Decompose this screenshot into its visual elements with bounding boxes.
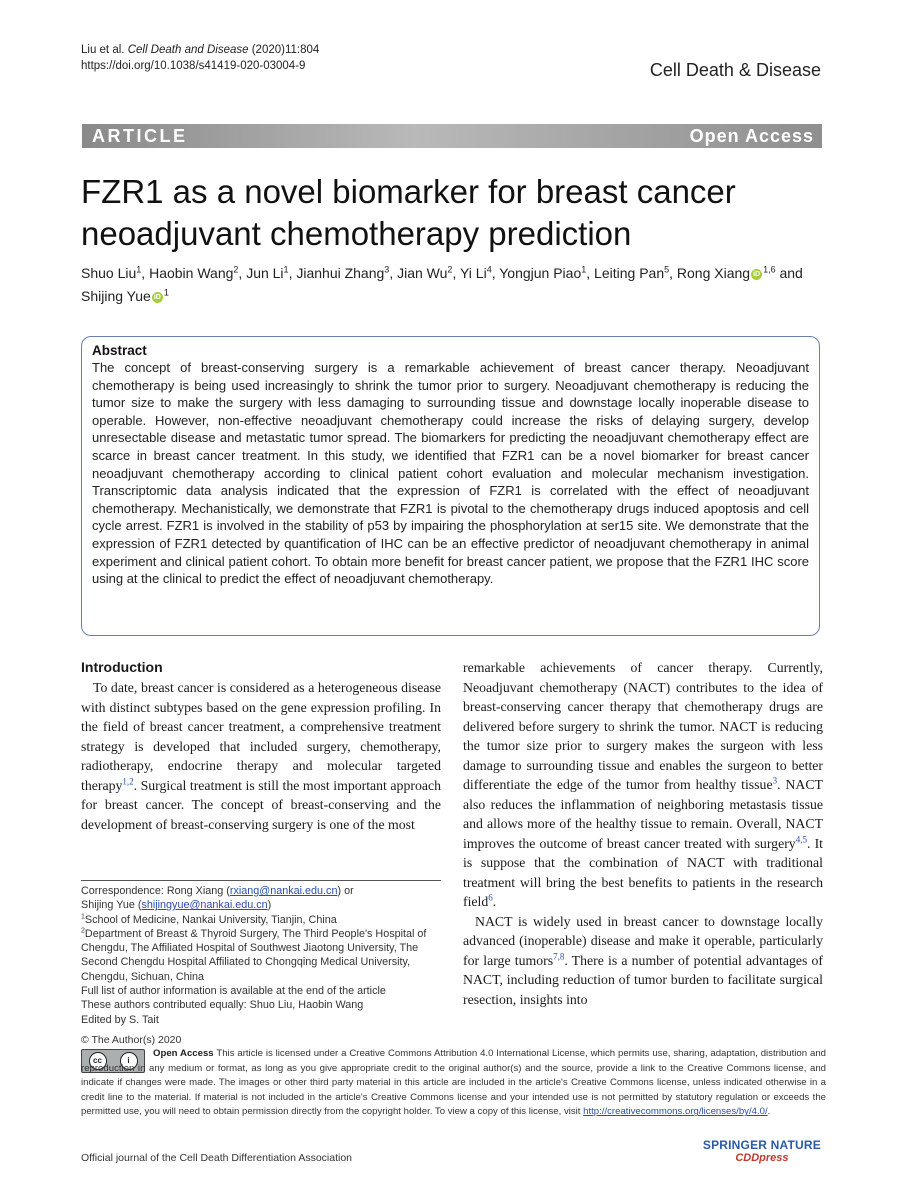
text-run: .: [492, 894, 497, 909]
author-name: [397, 265, 452, 281]
creative-commons-icon: cc: [89, 1052, 107, 1070]
author-name: [460, 265, 492, 281]
introduction-heading: Introduction: [81, 659, 163, 675]
author-short: Liu et al.: [81, 44, 125, 56]
author-name: [149, 265, 238, 281]
journal-name: Cell Death & Disease: [649, 60, 821, 80]
reference-link[interactable]: 1,2: [122, 775, 134, 786]
author-name-text: Jianhui Zhang: [296, 265, 385, 281]
author-name: [296, 265, 389, 281]
text-run: .: [767, 1106, 771, 1118]
text-run: ) or: [337, 885, 354, 897]
affiliation-1: [81, 913, 443, 927]
abstract-heading: Abstract: [92, 343, 147, 358]
author-name: [81, 288, 169, 304]
open-access-label: Open Access: [689, 126, 814, 146]
year-volume: (2020)11:804: [251, 44, 320, 56]
equal-contribution-note: These authors contributed equally: Shuo Liu, Haobin Wang: [81, 999, 364, 1012]
article-label: ARTICLE: [92, 126, 188, 146]
affiliation-number: 2: [233, 264, 239, 275]
author-name: [594, 265, 669, 281]
reference-link[interactable]: 7,8: [553, 950, 565, 961]
author-name-text: Yi Li: [459, 265, 487, 281]
email-link[interactable]: rxiang@nankai.edu.cn: [229, 885, 338, 897]
intro-paragraph-1-cont: [463, 658, 823, 912]
affiliation-number: 5: [664, 264, 670, 275]
author-name: [499, 265, 586, 281]
footnote-divider: [81, 880, 441, 881]
author-name: [246, 265, 288, 281]
affiliation-number: 1: [81, 913, 85, 920]
doi-link[interactable]: https://doi.org/10.1038/s41419-020-03004-9: [81, 60, 306, 72]
affiliation-number: 2: [447, 264, 453, 275]
official-journal-note: Official journal of the Cell Death Differentiation Association: [81, 1152, 353, 1164]
affiliation-number: 1: [283, 264, 289, 275]
affiliation-number: 1: [136, 264, 142, 275]
author-name-text: Yongjun Piao: [499, 265, 582, 281]
affiliation-number: 4: [486, 264, 492, 275]
attribution-icon: i: [120, 1052, 138, 1070]
author-name-text: Jian Wu: [397, 265, 448, 281]
abstract-box: [81, 336, 820, 636]
intro-paragraph-2: [463, 912, 823, 1010]
text-run: School of Medicine, Nankai University, Tianjin, China: [84, 913, 337, 926]
abstract-text: The concept of breast-conserving surgery is a remarkable achievement of breast cancer therapy. Neoadjuvant chemotherapy is being used increasingly to shrink the tumor prior to surgery. Neoadjuvant chemotherapy is reducing the tumor size to make the surgery with less damaging to surrounding tissue and downstage locally inoperable disease to operable. However, non-effective neoadjuvant chemotherapy could increase the risks of delaying surgery, develop unresectable disease and metastatic tumor spread. The biomarkers for predicting the neoadjuvant chemotherapy effect are scarce in breast cancer treatment. In this study, we identified that FZR1 can be a novel biomarker for breast cancer neoadjuvant chemotherapy according to clinical patient cohort evaluation and molecular mechanism investigation. Transcriptomic data analysis indicated that the expression of FZR1 is correlated with the effect of neoadjuvant chemotherapy. Mechanistically, we demonstrate that FZR1 is pivotal to the chemotherapy drugs induced apoptosis and cell cycle arrest. FZR1 is involved in the stability of p53 by impairing the phosphorylation at ser15 site. We demonstrate that the expression of FZR1 detected by quantification of IHC can be an effective predictor of neoadjuvant chemotherapy in animal experiment and clinical patient cohort. To obtain more benefit for breast cancer patient, we propose that the FZR1 IHC score using at the clinical to predict the effect of neoadjuvant chemotherapy.: [92, 360, 809, 587]
correspondence: [81, 884, 443, 898]
article-band: [82, 124, 822, 148]
text-run: . It is suppose that the combination of NACT with traditional treatment will bring the best benefits to patients in the research field: [463, 835, 824, 909]
author-name-text: Leiting Pan: [594, 265, 665, 281]
license-text: [81, 1047, 826, 1120]
author-list: Shuo Liu$^1$, Haobin Wang$^2$, Jun Li$^1$, Jianhui Zhang$^3$, Jian Wu$^2$, Yi Li$^4$, Yongjun Piao$^1$, Leiting Pan$^5$, Rong Xiang iD $^{1,6}$ and Shijing Yue iD $^1$: [81, 264, 803, 304]
text-run: This article is licensed under a Creative Commons Attribution 4.0 International License, which permits use, sharing, adaptation, distribution and reproduction in any medium or format, as long as you give appropriate credit to the original author(s) and the source, provide a link to the Creative Commons license, and indicate if changes were made. The images or other third party material in this article are included in the article's Creative Commons license, unless indicated otherwise in a credit line to the material. If material is not included in the article's Creative Commons license and your intended use is not permitted by statutory regulation or exceeds the permitted use, you will need to obtain permission directly from the copyright holder. To view a copy of this license, visit: [81, 1048, 826, 1118]
affiliation-number: 1,6: [763, 264, 776, 275]
text-run: ): [267, 899, 272, 912]
affiliation-number: 3: [384, 264, 390, 275]
text-run: Department of Breast & Thyroid Surgery, The Third People's Hospital of Chengdu, The Affiliated Hospital of Southwest Jiaotong University, The Second Chengdu Hospital Affiliated to Chongqing Medical University, Chengdu, Sichuan, China: [81, 927, 427, 983]
reference-link[interactable]: 6: [488, 892, 493, 903]
edited-by-note: Edited by S. Tait: [81, 1013, 159, 1026]
text-run: Shijing Yue (: [81, 899, 142, 912]
affiliation-number: 2: [81, 927, 85, 935]
text-run: Correspondence: Rong Xiang (: [81, 885, 230, 897]
springer-nature-label: SPRINGER NATURE: [702, 1138, 821, 1152]
text-run: To date, breast cancer is considered as a heterogeneous disease with distinct subtypes based on the gene expression profiling. In the field of breast cancer treatment, a comprehensive treatment strategy is developed that included surgery, chemotherapy, radiotherapy, endocrine therapy and molecular targeted therapy: [81, 680, 441, 793]
text-run: NACT is widely used in breast cancer to downstage locally advanced (inoperable) disease and make it operable, particularly for large tumors: [463, 913, 823, 968]
open-access-bold: Open Access: [153, 1048, 214, 1059]
right-column: [463, 658, 823, 1009]
text-run: remarkable achievements of cancer therapy. Currently, Neoadjuvant chemotherapy (NACT) contributes to the idea of breast-conserving cancer therapy that chemotherapy drugs are delivered before surgery to shrink the tumor. NACT is reducing the tumor size prior to surgery makes the surgeon with less damage to surrounding tissue and enables the surgeon to better differentiate the edge of the tumor from healthy tissue: [463, 660, 823, 792]
intro-paragraph-1: [81, 678, 441, 834]
author-name-text: Jun Li: [246, 265, 284, 281]
journal-italic: Cell Death and Disease: [127, 44, 249, 56]
author-name: [677, 265, 776, 281]
orcid-icon[interactable]: iD: [153, 293, 161, 301]
license-link[interactable]: http://creativecommons.org/licenses/by/4.0/: [583, 1106, 768, 1118]
author-name-text: Rong Xiang: [676, 265, 751, 281]
affiliation-number: 1: [163, 287, 169, 298]
email-link[interactable]: shijingyue@nankai.edu.cn: [141, 899, 268, 912]
author-name-text: Shuo Liu: [81, 265, 137, 281]
left-column: [81, 658, 441, 834]
affiliation-number: 1: [581, 264, 587, 275]
citation-header: [81, 42, 319, 74]
affiliation-2: [81, 927, 443, 984]
copyright: © The Author(s) 2020: [81, 1034, 182, 1046]
publisher-logo: [703, 1138, 821, 1164]
text-run: . NACT also reduces the inflammation of neighboring metastasis tissue and allows more of the healthy tissue to remain. Overall, NACT improves the outcome of breast cancer treated with surgery: [463, 777, 823, 851]
full-list-note: Full list of author information is available at the end of the article: [81, 985, 386, 998]
paper-title: FZR1 as a novel biomarker for breast cancer neoadjuvant chemotherapy prediction: [81, 173, 736, 252]
reference-link[interactable]: 4,5: [795, 833, 807, 844]
author-name-text: Shijing Yue: [81, 288, 151, 304]
reference-link[interactable]: 3: [772, 775, 778, 786]
cdd-press-label: CDDpress: [735, 1152, 789, 1164]
author-name: [81, 265, 141, 281]
text-run: . Surgical treatment is still the most important approach for breast cancer. The concept of breast-conserving and the development of breast-conserving surgery is one of the most: [81, 777, 441, 832]
text-run: . There is a number of potential advantages of NACT, including reduction of tumor burden to facilitate surgical resection, insights into: [463, 952, 823, 1007]
footnotes: [81, 884, 443, 1027]
author-name-text: Haobin Wang: [149, 265, 234, 281]
orcid-icon[interactable]: iD: [753, 270, 761, 278]
correspondence-2: [81, 898, 443, 912]
